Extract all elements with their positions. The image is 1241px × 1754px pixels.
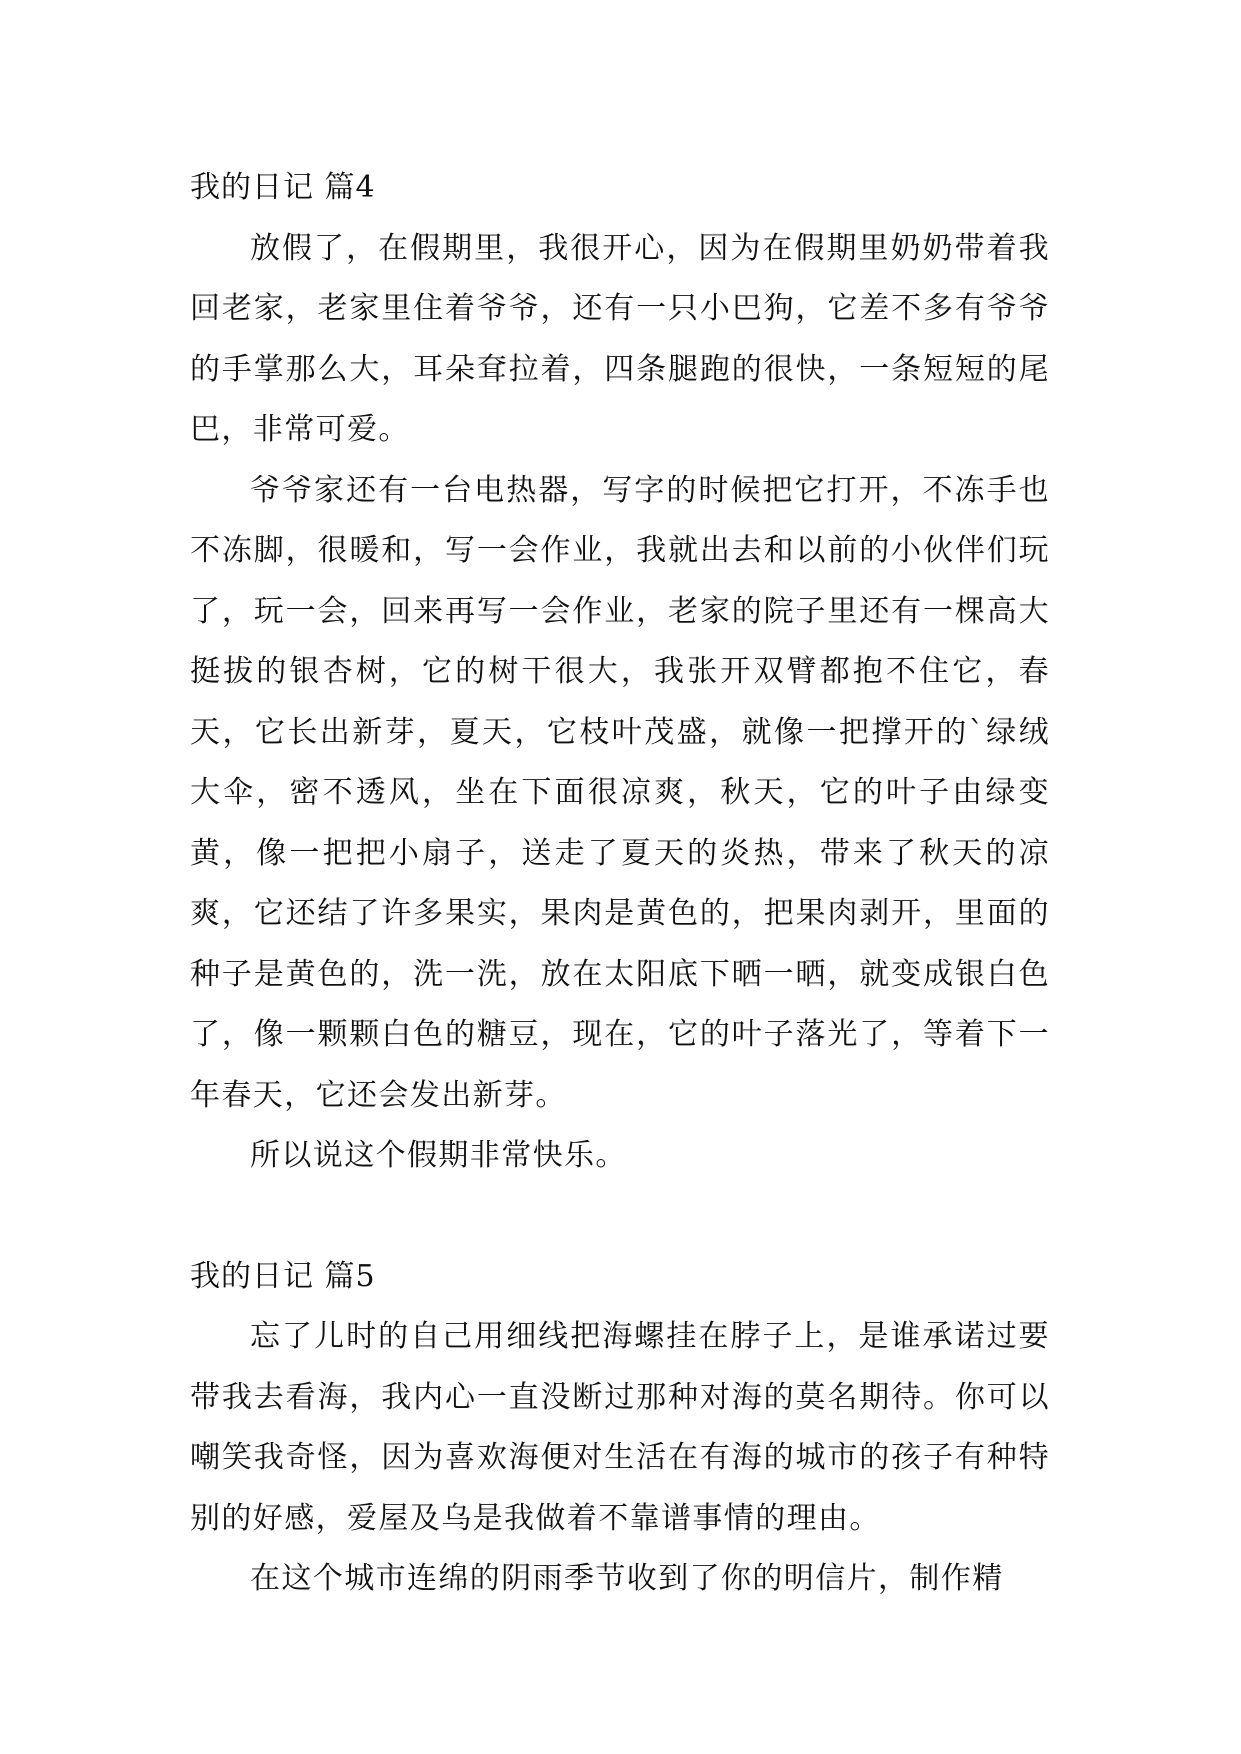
paragraph: 爷爷家还有一台电热器，写字的时候把它打开，不冻手也不冻脚，很暖和，写一会作业，我就出去和以前的小伙伴们玩了，玩一会，回来再写一会作业，老家的院子里还有一棵高大挺拔的银杏树，它的树干很大，我张开双臂都抱不住它，春天，它长出新芽，夏天，它枝叶茂盛，就像一把撑开的`绿绒大伞，密不透风，坐在下面很凉爽，秋天，它的叶子由绿变黄，像一把把小扇子，送走了夏天的炎热，带来了秋天的凉爽，它还结了许多果实，果肉是黄色的，把果肉剥开，里面的种子是黄色的，洗一洗，放在太阳底下晒一晒，就变成银白色了，像一颗颗白色的糖豆，现在，它的叶子落光了，等着下一年春天，它还会发出新芽。 <box>190 472 1050 1113</box>
section-title: 我的日记 篇5 <box>190 1258 376 1294</box>
paragraph: 所以说这个假期非常快乐。 <box>250 1138 627 1173</box>
paragraph: 放假了，在假期里，我很开心，因为在假期里奶奶带着我回老家，老家里住着爷爷，还有一只小巴狗，它差不多有爷爷的手掌那么大，耳朵耷拉着，四条腿跑的很快，一条短短的尾巴，非常可爱。 <box>190 230 1050 447</box>
section-title: 我的日记 篇4 <box>190 170 376 205</box>
document-content <box>190 158 1050 1610</box>
diary-section-4 <box>190 158 1050 1187</box>
paragraph: 在这个城市连绵的阴雨季节收到了你的明信片，制作精 <box>250 1561 1004 1596</box>
section-spacer <box>190 1187 1050 1247</box>
paragraph: 忘了儿时的自己用细线把海螺挂在脖子上，是谁承诺过要带我去看海，我内心一直没断过那种对海的莫名期待。你可以嘲笑我奇怪，因为喜欢海便对生活在有海的城市的孩子有种特别的好感，爱屋及乌是我做着不靠谱事情的理由。 <box>190 1319 1050 1536</box>
diary-section-5 <box>190 1247 1050 1610</box>
